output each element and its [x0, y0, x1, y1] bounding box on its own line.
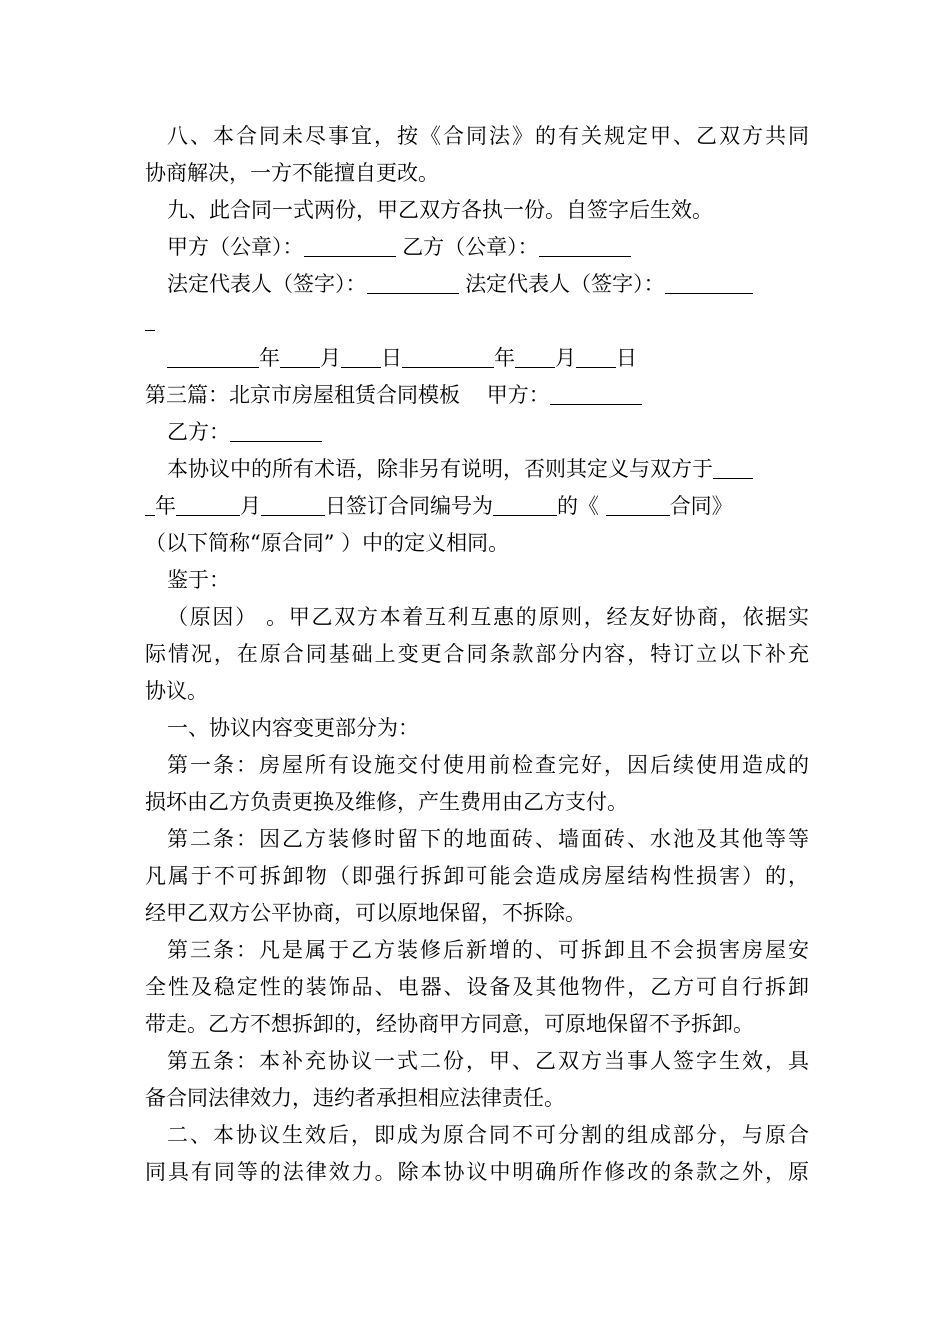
party-b-seal-label: 乙方（公章）： [402, 235, 539, 259]
section-3-party-b-blank [230, 419, 322, 442]
date-b-day-label: 日 [616, 346, 637, 370]
date-a-day-label: 日 [381, 346, 402, 370]
party-a-seal-blank [304, 234, 396, 257]
article-5-line-2: 备合同法律效力，违约者承担相应法律责任。 [145, 1086, 565, 1110]
terms-contract-no-label: 日签订合同编号为 [325, 494, 493, 518]
article-5-line-1: 第五条：本补充协议一式二份，甲、乙双方当事人签字生效，具 [167, 1049, 809, 1073]
clause-8-line-2: 协商解决，一方不能擅自更改。 [145, 161, 439, 185]
whereas-heading: 鉴于： [167, 568, 230, 592]
section-2-line-2: 同具有同等的法律效力。除本协议中明确所作修改的条款之外，原 [145, 1160, 809, 1184]
terms-day-blank [261, 493, 325, 516]
section-3-party-a-label: 甲方： [486, 383, 550, 407]
document-page [145, 118, 809, 1191]
section-2-line-1: 二、本协议生效后，即成为原合同不可分割的组成部分，与原合 [167, 1123, 809, 1147]
section-3-title: 第三篇：北京市房屋租赁合同模板 [145, 383, 460, 407]
terms-text-1: 本协议中的所有术语，除非另有说明，否则其定义与双方于 [167, 457, 713, 481]
date-a-month-blank [280, 345, 320, 368]
reason-line-1: （原因） 。甲乙双方本着互利互惠的原则，经友好协商，依据实 [167, 605, 809, 629]
party-b-seal-blank [539, 234, 631, 257]
article-1-line-1: 第一条：房屋所有设施交付使用前检查完好，因后续使用造成的 [167, 753, 809, 777]
terms-contract-name-close: 合同》 [669, 494, 733, 518]
section-3-party-a-blank [550, 382, 642, 405]
date-b-year-label: 年 [494, 346, 515, 370]
clause-9: 九、此合同一式两份，甲乙双方各执一份。自签字后生效。 [167, 198, 713, 222]
section-3-heading [145, 377, 809, 414]
signature-seal-row [145, 229, 809, 266]
article-3-line-1: 第三条：凡是属于乙方装修后新增的、可拆卸且不会损害房屋安 [167, 938, 809, 962]
section-3-party-b-label: 乙方： [167, 420, 230, 444]
signature-rep-row [145, 266, 809, 303]
party-b-rep-label: 法定代表人（签字）： [465, 272, 665, 296]
date-b-year-blank [402, 345, 494, 368]
party-b-rep-blank-wrap [145, 308, 155, 331]
section-1-heading: 一、协议内容变更部分为： [167, 716, 419, 740]
terms-month-label: 月 [240, 494, 261, 518]
terms-year-blank-a [713, 456, 753, 479]
date-a-year-blank [167, 345, 259, 368]
terms-line-2 [145, 488, 809, 525]
reason-line-3: 协议。 [145, 679, 208, 703]
date-row [145, 340, 809, 377]
article-2-line-1: 第二条：因乙方装修时留下的地面砖、墙面砖、水池及其他等等 [167, 827, 809, 851]
date-b-month-blank [515, 345, 555, 368]
date-a-month-label: 月 [320, 346, 341, 370]
article-2-line-3: 经甲乙双方公平协商，可以原地保留，不拆除。 [145, 901, 586, 925]
section-3-party-b [145, 414, 809, 451]
terms-year-blank-b [145, 493, 155, 516]
terms-year-label: 年 [155, 494, 176, 518]
terms-line-1 [145, 451, 809, 488]
party-b-rep-blank [665, 271, 753, 294]
terms-line-3: （以下简称“原合同” ）中的定义相同。 [145, 531, 510, 555]
signature-rep-wrap [145, 303, 809, 340]
article-3-line-2: 全性及稳定性的装饰品、电器、设备及其他物件，乙方可自行拆卸 [145, 975, 809, 999]
terms-contract-name-open: 的《 [557, 494, 599, 518]
article-2-line-2: 凡属于不可拆卸物（即强行拆卸可能会造成房屋结构性损害）的， [145, 864, 809, 888]
terms-month-blank [176, 493, 240, 516]
party-a-rep-blank [367, 271, 459, 294]
terms-contract-name-blank [606, 493, 670, 516]
party-a-seal-label: 甲方（公章）： [167, 235, 304, 259]
party-a-rep-label: 法定代表人（签字）： [167, 272, 367, 296]
article-1-line-2: 损坏由乙方负责更换及维修，产生费用由乙方支付。 [145, 790, 628, 814]
clause-8-line-1: 八、本合同未尽事宜，按《合同法》的有关规定甲、乙双方共同 [167, 124, 809, 148]
terms-contract-no-blank [493, 493, 557, 516]
date-a-day-blank [341, 345, 381, 368]
date-b-month-label: 月 [555, 346, 576, 370]
article-3-line-3: 带走。乙方不想拆卸的，经协商甲方同意，可原地保留不予拆卸。 [145, 1012, 754, 1036]
reason-line-2: 际情况，在原合同基础上变更合同条款部分内容，特订立以下补充 [145, 642, 809, 666]
date-a-year-label: 年 [259, 346, 280, 370]
date-b-day-blank [576, 345, 616, 368]
